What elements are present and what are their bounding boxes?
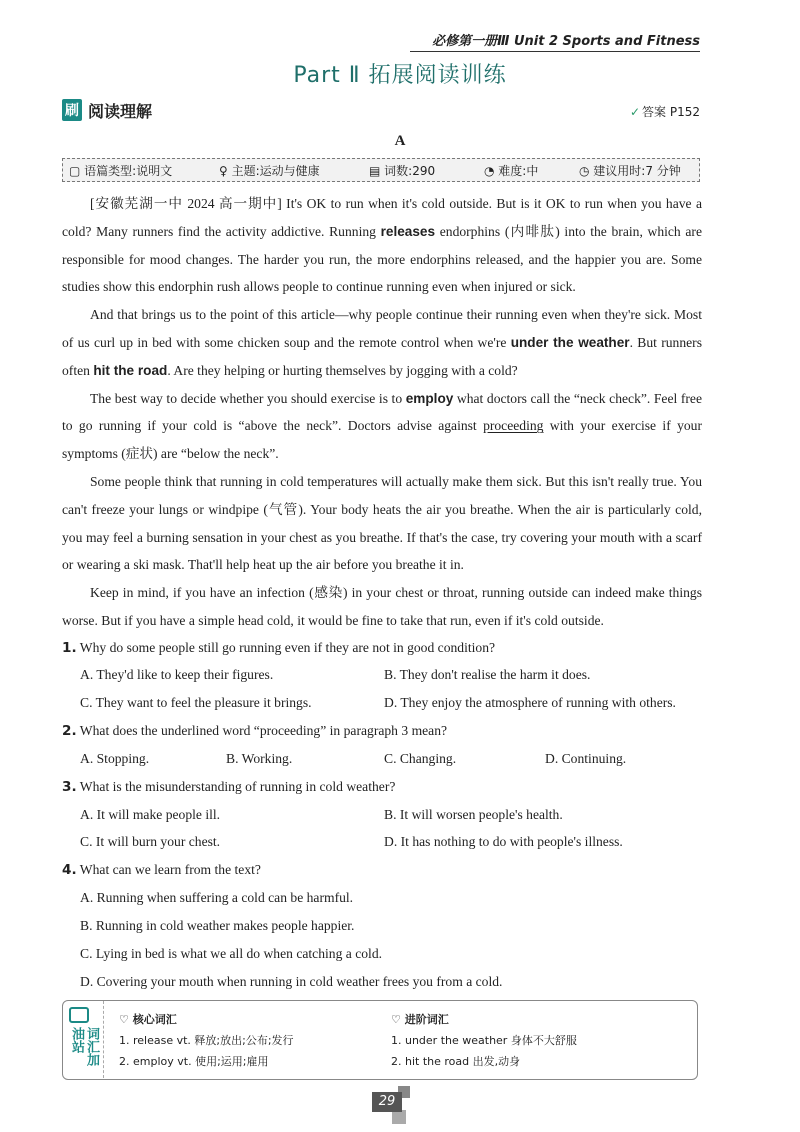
q1-option-a: A. They'd like to keep their figures. (80, 667, 274, 682)
info-time: ◷ 建议用时:7 分钟 (579, 163, 681, 178)
section-heading (62, 98, 152, 122)
info-theme: ♀ 主题:运动与健康 (219, 163, 320, 178)
q2-option-d: D. Continuing. (545, 751, 627, 766)
q1-option-d: D. They enjoy the atmosphere of running with others. (384, 695, 676, 710)
q1-option-c: C. They want to feel the pleasure it brings. (80, 695, 312, 710)
q1-option-b: B. They don't realise the harm it does. (384, 667, 591, 682)
q2-option-b: B. Working. (226, 751, 293, 766)
section-title: 阅读理解 (88, 101, 153, 121)
q4-option-c: C. Lying in bed is what we all do when catching a cold. (80, 946, 383, 961)
q2-option-a: A. Stopping. (80, 751, 150, 766)
notebook-icon (69, 1007, 89, 1023)
q3-option-b: B. It will worsen people's health. (384, 807, 563, 822)
paragraph-3: The best way to decide whether you should exercise is to employ what doctors call the “neck check”. Feel free to go running if your cold is “above the neck”. Doctors advise against proceeding with your exercise if your symptoms (症状) are “below the neck”. (62, 390, 702, 462)
q4-option-d: D. Covering your mouth when running in cold weather frees you from a cold. (80, 974, 503, 989)
answer-reference (630, 103, 700, 120)
question-1: 1. Why do some people still go running even if they are not in good condition? (62, 640, 496, 656)
core-vocab-column (119, 1009, 294, 1072)
running-header: 必修第一册Ⅲ Unit 2 Sports and Fitness (410, 30, 700, 52)
answer-page: 答案 P152 (642, 105, 700, 119)
page-number: 29 (372, 1092, 402, 1112)
check-icon: ✓ (629, 105, 641, 119)
advanced-vocab-title: ♡ 进阶词汇 (391, 1013, 449, 1026)
q3-option-a: A. It will make people ill. (80, 807, 221, 822)
passage-body (62, 190, 702, 635)
question-2: 2. What does the underlined word “proceeding” in paragraph 3 mean? (62, 723, 448, 739)
part-title: Part Ⅱ 拓展阅读训练 (293, 63, 507, 88)
q2-option-c: C. Changing. (384, 751, 457, 766)
paragraph-5: Keep in mind, if you have an infection (感染) in your chest or throat, running outside can indeed make things worse. But if you have a simple head cold, it would be fine to take that run, even if it's cold outside. (62, 585, 702, 628)
core-vocab-item-2: 2. employ vt. 使用;运用;雇用 (119, 1055, 269, 1068)
question-3: 3. What is the misunderstanding of running in cold weather? (62, 779, 396, 795)
info-difficulty: ◔ 难度:中 (484, 163, 539, 178)
info-type: ▢ 语篇类型:说明文 (69, 163, 173, 178)
q4-option-a: A. Running when suffering a cold can be harmful. (80, 890, 354, 905)
paragraph-1: [安徽芜湖一中 2024 高一期中] It's OK to run when it's cold outside. But is it OK to run when you have a cold? Many runners find the activity addictive. Running releases endorphins (内啡肽) into the brain, which are responsible for mood changes. The harder you run, the more endorphins released, and the happier you are. Some studies show this endorphin rush allows people to continue running even when injured or sick. (62, 196, 702, 295)
advanced-vocab-item-2: 2. hit the road 出发,动身 (391, 1055, 521, 1068)
vocab-side-text: 词汇加油站 (69, 1027, 99, 1066)
advanced-vocab-column (391, 1009, 577, 1072)
paragraph-4: Some people think that running in cold temperatures will actually make them sick. But this isn't really true. You can't freeze your lungs or windpipe (气管). Your body heats the air you breathe. When the air is particularly cold, you may feel a burning sensation in your chest as you breathe. If that's the case, try covering your mouth with a scarf or wearing a ski mask. That'll help heat up the air before you breathe it in. (62, 473, 702, 573)
passage-letter: A (394, 133, 406, 149)
decor-square (392, 1110, 406, 1124)
info-words: ▤ 词数:290 (369, 163, 436, 178)
q3-option-d: D. It has nothing to do with people's illness. (384, 834, 623, 849)
vocabulary-box (62, 1000, 698, 1080)
vocab-side-label (63, 1001, 104, 1078)
section-badge: 刷 (62, 99, 82, 121)
question-4: 4. What can we learn from the text? (62, 862, 261, 878)
core-vocab-title: ♡ 核心词汇 (119, 1013, 177, 1026)
paragraph-2: And that brings us to the point of this article—why people continue their running even when they're sick. Most of us curl up in bed with some chicken soup and the remote control when we're under the weather. But runners often hit the road. Are they helping or hurting themselves by jogging with a cold? (62, 307, 702, 378)
core-vocab-item-1: 1. release vt. 释放;放出;公布;发行 (119, 1034, 294, 1047)
q4-option-b: B. Running in cold weather makes people happier. (80, 918, 355, 933)
advanced-vocab-item-1: 1. under the weather 身体不大舒服 (391, 1034, 577, 1047)
q3-option-c: C. It will burn your chest. (80, 834, 221, 849)
passage-info-bar (62, 158, 700, 182)
